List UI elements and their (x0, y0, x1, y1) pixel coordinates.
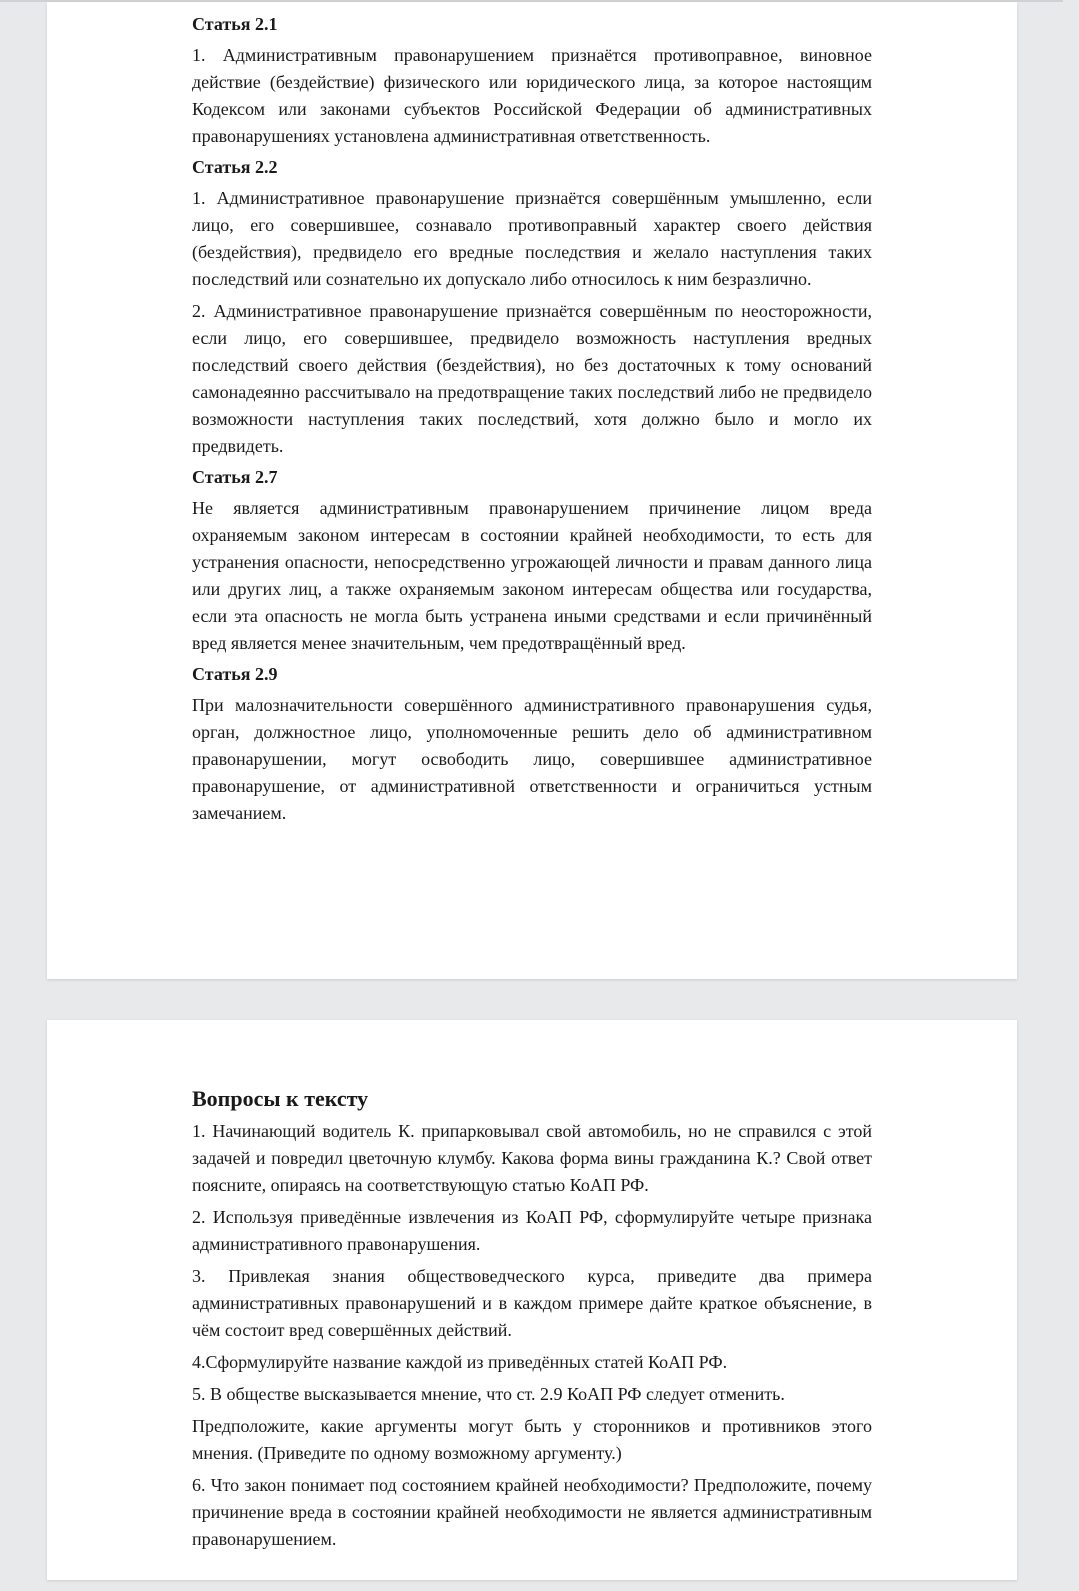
article-paragraph: 1. Административное правонарушение признаётся совершённым умышленно, если лицо, его совершившее, сознавало противоправный характер своего действия (бездействия), предвидело его вредные последствия и желало наступления таких последствий или сознательно их допускало либо относилось к ним безразлично. (192, 188, 872, 289)
page-1-content (192, 12, 872, 832)
questions-title: Вопросы к тексту (192, 1086, 369, 1111)
question-item: 6. Что закон понимает под состоянием крайней необходимости? Предположите, почему причинение вреда в состоянии крайней необходимости не является административным правонарушением. (192, 1475, 872, 1549)
article-2-1 (192, 12, 872, 150)
question-item: 4.Сформулируйте название каждой из приведённых статей КоАП РФ. (192, 1352, 728, 1372)
article-2-9 (192, 662, 872, 827)
question-item: 2. Используя приведённые извлечения из КоАП РФ, сформулируйте четыре признака административного правонарушения. (192, 1207, 872, 1254)
article-2-2 (192, 155, 872, 460)
question-item: 5. В обществе высказывается мнение, что ст. 2.9 КоАП РФ следует отменить. (192, 1384, 785, 1404)
question-item: 1. Начинающий водитель К. припарковывал свой автомобиль, но не справился с этой задачей и повредил цветочную клумбу. Какова форма вины гражданина К.? Свой ответ поясните, опираясь на соответствующую статью КоАП РФ. (192, 1121, 872, 1195)
article-heading: Статья 2.7 (192, 467, 278, 487)
article-paragraph: Не является административным правонарушением причинение лицом вреда охраняемым законом интересам в состоянии крайней необходимости, то есть для устранения опасности, непосредственно угрожающей личности и правам данного лица или других лиц, а также охраняемым законом интересам общества или государства, если эта опасность не могла быть устранена иными средствами и если причинённый вред является менее значительным, чем предотвращённый вред. (192, 498, 872, 653)
article-paragraph: 2. Административное правонарушение признаётся совершённым по неосторожности, если лицо, его совершившее, предвидело возможность наступления вредных последствий своего действия (бездействия), но без достаточных к тому оснований самонадеянно рассчитывало на предотвращение таких последствий либо не предвидело возможности наступления таких последствий, хотя должно было и могло их предвидеть. (192, 301, 872, 456)
article-heading: Статья 2.9 (192, 664, 278, 684)
page-2-content (192, 1086, 872, 1558)
question-item: Предположите, какие аргументы могут быть у сторонников и противников этого мнения. (Приведите по одному возможному аргументу.) (192, 1416, 872, 1463)
article-paragraph: При малозначительности совершённого административного правонарушения судья, орган, должностное лицо, уполномоченные решить дело об административном правонарушении, могут освободить лицо, совершившее административное правонарушение, от административной ответственности и ограничиться устным замечанием. (192, 695, 872, 823)
article-2-7 (192, 465, 872, 657)
article-paragraph: 1. Административным правонарушением признаётся противоправное, виновное действие (бездействие) физического или юридического лица, за которое настоящим Кодексом или законами субъектов Российской Федерации об административных правонарушениях установлена административная ответственность. (192, 45, 872, 146)
article-heading: Статья 2.2 (192, 157, 278, 177)
document-page-1 (47, 2, 1017, 979)
question-item: 3. Привлекая знания обществоведческого курса, приведите два примера административных правонарушений и в каждом примере дайте краткое объяснение, в чём состоит вред совершённых действий. (192, 1266, 872, 1340)
article-heading: Статья 2.1 (192, 14, 278, 34)
document-page-2 (47, 1020, 1017, 1580)
